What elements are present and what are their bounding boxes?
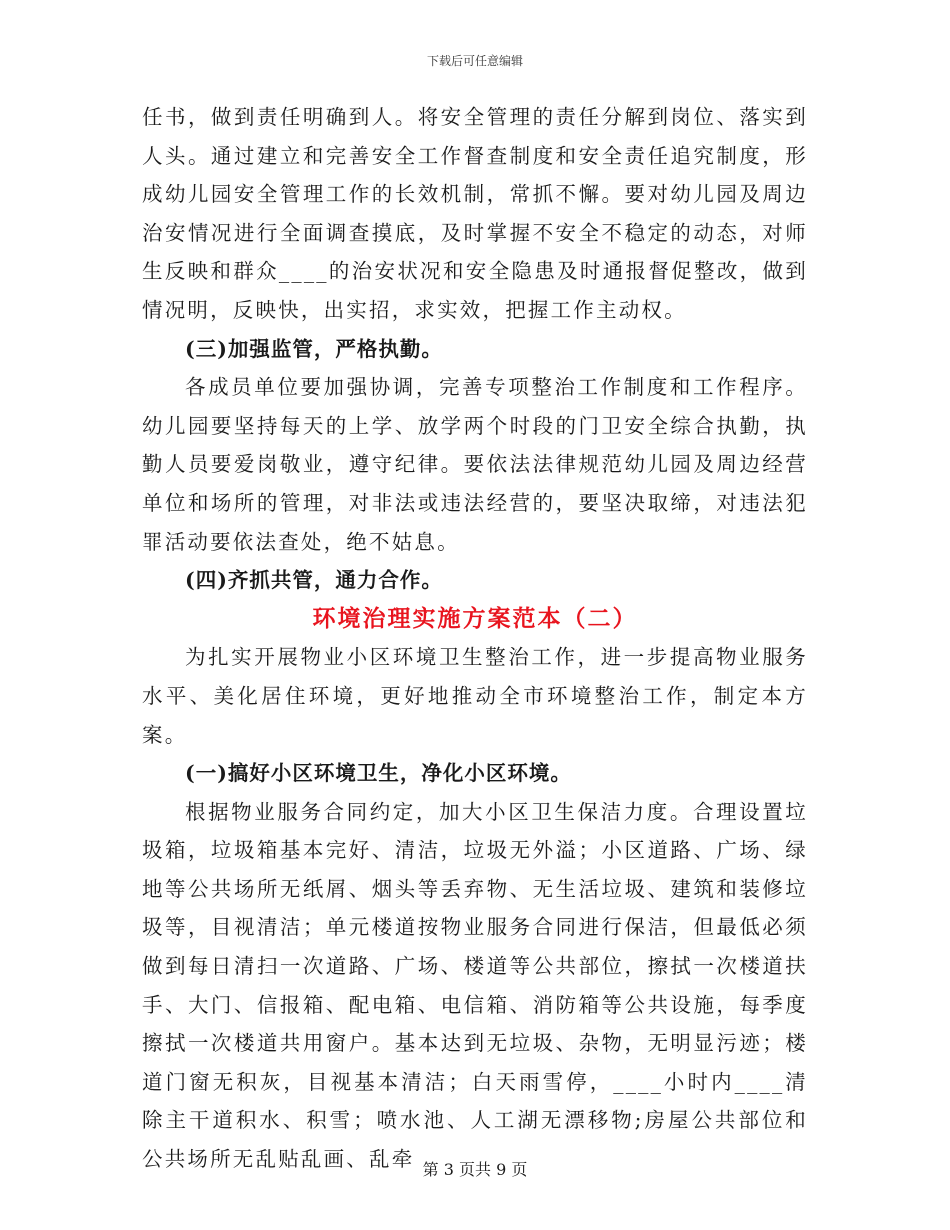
page-footer: 第 3 页共 9 页 (422, 1160, 528, 1179)
document-title: 环境治理实施方案范本（二） (312, 604, 638, 632)
paragraph-supervision: 各成员单位要加强协调，完善专项整治工作制度和工作程序。幼儿园要坚持每天的上学、放学两个时段的门卫安全综合执勤，执勤人员要爱岗敬业，遵守纪律。要依法法律规范幼儿园及周边经营单位和场所的管理，对非法或违法经营的，要坚决取缔，对违法犯罪活动要依法查处，绝不姑息。 (142, 375, 808, 554)
section-heading-1: (一)搞好小区环境卫生，净化小区环境。 (185, 761, 572, 786)
paragraph-intro: 为扎实开展物业小区环境卫生整治工作，进一步提高物业服务水平、美化居住环境，更好地推动全市环境整治工作，制定本方案。 (142, 645, 808, 747)
page-header: 下载后可任意编辑 (426, 54, 523, 68)
paragraph-continuation: 任书，做到责任明确到人。将安全管理的责任分解到岗位、落实到人头。通过建立和完善安全工作督查制度和安全责任追究制度，形成幼儿园安全管理工作的长效机制，常抓不懈。要对幼儿园及周边治安情况进行全面调查摸底，及时掌握不安全不稳定的动态，对师生反映和群众____的治安状况和安全隐患及时通报督促整改，做到情况明，反映快，出实招，求实效，把握工作主动权。 (142, 105, 808, 322)
section-heading-4: (四)齐抓共管，通力合作。 (185, 568, 443, 593)
paragraph-sanitation: 根据物业服务合同约定，加大小区卫生保洁力度。合理设置垃圾箱，垃圾箱基本完好、清洁，垃圾无外溢；小区道路、广场、绿地等公共场所无纸屑、烟头等丢弃物、无生活垃圾、建筑和装修垃圾等，目视清洁；单元楼道按物业服务合同进行保洁，但最低必须做到每日清扫一次道路、广场、楼道等公共部位，擦拭一次楼道扶手、大门、信报箱、配电箱、电信箱、消防箱等公共设施，每季度擦拭一次楼道共用窗户。基本达到无垃圾、杂物，无明显污迹；楼道门窗无积灰，目视基本清洁；白天雨雪停，____小时内____清除主干道积水、积雪；喷水池、人工湖无漂移物;房屋公共部位和公共场所无乱贴乱画、乱牵 (142, 799, 808, 1172)
document-body (142, 98, 808, 1179)
section-heading-3: (三)加强监管，严格执勤。 (185, 336, 443, 361)
